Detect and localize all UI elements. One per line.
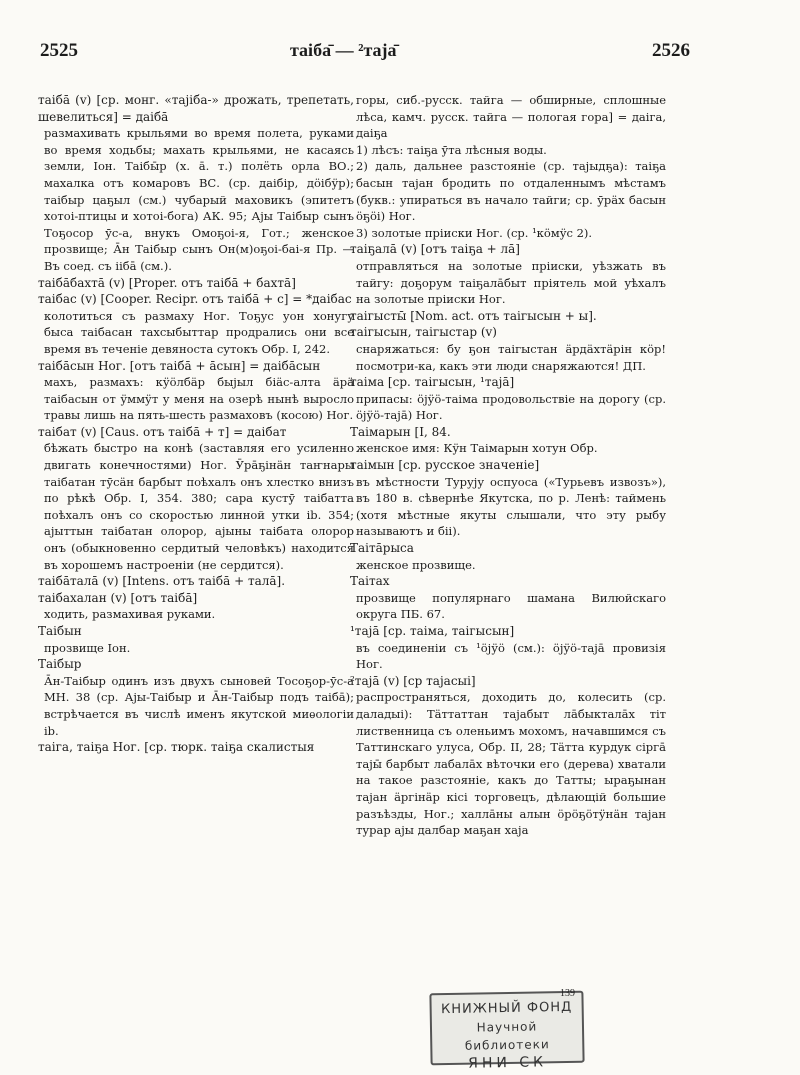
entry-definition: 1) лѣсъ: таіҕа ӯта лѣсныя воды. [356, 142, 547, 157]
entry-headword: таібат (v) [Caus. отъ таіба̄ + т] = даібат [38, 424, 287, 439]
entry-definition: 2) даль, дальнее разстояніе (ср. тајыдҕа): таіҕа басын тајан бродить по отдаленнымъ мѣстамъ (букв.: упираться въ начало тайги; ср. ӯрäх басын öҕöі) Ног. [356, 159, 666, 224]
dictionary-entry [350, 623, 666, 673]
dictionary-entry [38, 573, 354, 590]
dictionary-entry [38, 358, 354, 424]
dictionary-entry [350, 225, 666, 242]
entry-headword: таіга, таіҕа Ног. [ср. тюрк. таіҕа скалистыя [38, 740, 315, 755]
entry-headword: ¹таја̄ [ср. таіма, таігысын] [350, 624, 515, 638]
dictionary-entry [350, 457, 666, 540]
dictionary-entry [38, 92, 354, 275]
entry-headword: Таіта̄рыса [350, 541, 414, 556]
entry-definition: женское прозвище. [356, 557, 476, 572]
entry-headword: ²таја̄ (v) [ср тајасыі] [350, 673, 476, 688]
entry-headword: таіба̄сын Ног. [отъ таіба̄ + а̄сын] = даіба̄сын [38, 358, 321, 373]
entry-definition: горы, сиб.-русск. тайга — обширные, сплошные лѣса, камч. русск. тайга — пологая гора] = даіга, даіҕа [356, 93, 666, 141]
dictionary-entry [350, 374, 666, 424]
library-stamp [429, 991, 584, 1072]
entry-definition: колотиться съ размаху Ног. Тоҕус уон хонугу быса таібасан тахсыбыттар продрались они все время въ теченіе девяноста сутокъ Обр. I, 242. [44, 308, 354, 356]
entry-definition: махъ, размахъ: кӱöлбäр быјыл біäс-алта äрä таібасын от ӱммӱт у меня на озерѣ нынѣ выросло травы лишь на пять-шесть размаховъ (косою) Ног. [44, 375, 354, 423]
entry-headword: таіба̄ (v) [ср. монг. «тајіба-» дрожать, трепетать, шевелиться] = даіба̄ [38, 93, 354, 124]
dictionary-entry [350, 241, 666, 307]
entry-definition: ходить, размахивая руками. [44, 607, 216, 622]
left-column [38, 92, 354, 1032]
dictionary-entry [350, 158, 666, 224]
entry-definition: женское имя: Кӱн Таімарын хотун Обр. [356, 441, 598, 456]
entry-definition: бѣжать быстро на конѣ (заставляя его усиленно двигать конечностями) Ног. Ӯра̄ҕінäн таҥнары таібатан тӯсäн барбыт поѣхалъ онъ хлестко внизъ по рѣкѣ Обр. I, 354. 380; сара кустӯ таібатта поѣхалъ онъ со скоростью линной утки ib. 354; ајыттын таібатан олорор, ајыны таібата олорор онъ (обыкновенно сердитый человѣкъ) находится въ хорошемъ настроеніи (не сердится). [44, 441, 354, 572]
entry-definition: припасы: öјӱö-таіма продовольствіе на дорогу (ср. öјӱö-таја̄) Ног. [356, 391, 666, 423]
stamp-line: ЯНИ СК [468, 1054, 548, 1072]
entry-definition: А̄н-Таібыр одинъ изъ двухъ сыновей Тосоҕор-ӯс-а МН. 38 (ср. Ајы-Таібыр и А̄н-Таібыр подъ таіба̄); встрѣчается въ числѣ именъ якутской миѳологіи ib. [44, 673, 354, 738]
dictionary-entry [350, 673, 666, 839]
entry-headword: таігысын, таігыстар (v) [350, 325, 497, 340]
entry-definition: отправляться на золотые пріиски, уѣзжать въ тайгу: доҕорум таіҕала̄быт пріятель мой уѣхалъ на золотые пріиски Ног. [356, 258, 666, 307]
entry-definition: прозвище Іон. [44, 640, 131, 655]
entry-headword: таібас (v) [Cooper. Recipr. отъ таіба̄ + с] = *даібас [38, 292, 352, 307]
entry-headword: таіҕала̄ (v) [отъ таіҕа + ла̄] [350, 242, 520, 257]
dictionary-entry [38, 656, 354, 739]
dictionary-entry [350, 142, 666, 159]
entry-definition: снаряжаться: бу ҕон таігыстан äрдäхтäрін кöр! посмотри-ка, какъ эти люди снаряжаются! ДП. [356, 341, 666, 373]
entry-headword: Таімарын [I, 84. [350, 424, 451, 439]
dictionary-entry [38, 590, 354, 623]
dictionary-entry [350, 324, 666, 374]
page-header [0, 40, 800, 70]
dictionary-entry [350, 308, 666, 325]
entry-headword: таібахалан (v) [отъ таіба̄] [38, 590, 198, 605]
dictionary-entry [38, 424, 354, 573]
dictionary-entry [38, 291, 354, 357]
page-number-right: 2526 [652, 40, 690, 61]
dictionary-entry [38, 739, 354, 756]
entry-definition: 3) золотые пріиски Ног. (ср. ¹кöмӱс 2). [356, 225, 593, 240]
entry-headword: таігысты̄ [Nom. act. отъ таігысын + ы]. [350, 308, 597, 323]
entry-definition: въ соединеніи съ ¹öјӱö (см.): öјӱö-таја̄ провизія Ног. [356, 640, 666, 672]
entry-headword: Таітах [350, 574, 390, 589]
folio-mark: 139 [560, 988, 575, 999]
entry-headword: Таібыр [38, 657, 82, 672]
running-head: таіба̄ — ²таја̄ [290, 40, 397, 60]
dictionary-entry [350, 573, 666, 623]
entry-definition: въ мѣстности Турују оспуоса («Турьевъ извозъ»), въ 180 в. сѣвернѣе Якутска, по р. Ленѣ: таймень (хотя мѣстные якуты слышали, что эту рыбу называютъ и біі). [356, 474, 666, 539]
stamp-line: КНИЖНЫЙ ФОНД [440, 999, 573, 1018]
entry-definition: распространяться, доходить до, колесить (ср. даладыі): Тäттаттан тајабыт ла̄быктала̄х тіт лиственница съ оленьимъ мохомъ, начавшимся съ Таттинскаго улуса, Обр. II, 28; Тäтта курдук сірга̄ тајы̄ барбыт лабала̄х вѣточки его (дерева) хватали на такое разстояніе, какъ до Татты; ыраҕынан тајан äргінäр кісі торговецъ, дѣлающій большие разъѣзды, Ног.; халла̄ны алын öрöҕöтӱнäн тајан турар ајы далбар маҕан хаја [356, 690, 666, 838]
entry-definition: размахивать крыльями во время полета, руками во время ходьбы; махать крыльями, не касаясь земли, Іон. Таібы̄р (х. а̄. т.) полёть орла ВО.; махалка отъ комаровъ ВС. (ср. даібір, дöібӱр); таібыр цаҕыл (см.) чубарый маховикъ (эпитетъ хотоі-птицы и хотоі-бога) АК. 95; Ајы Таібыр сынъ Тоҕосор ӯс-а, внукъ Омоҕоі-я, Гот.; женское прозвище; А̄н Таібыр сынъ Он(м)оҕоі-баі-я Пр. — Въ соед. съ іібā (см.). [44, 126, 354, 273]
entry-headword: таіба̄тала̄ (v) [Intens. отъ таіба̄ + тала̄]. [38, 574, 286, 589]
dictionary-entry [38, 275, 354, 292]
dictionary-entry [350, 424, 666, 457]
stamp-line: Научной библиотеки [464, 1019, 550, 1053]
page-number-left: 2525 [40, 40, 78, 61]
entry-headword: таіма [ср. таігысын, ¹таја̄] [350, 375, 515, 390]
dictionary-entry [350, 540, 666, 573]
right-column [350, 92, 666, 1032]
dictionary-entry [350, 92, 666, 142]
dictionary-entry [38, 623, 354, 656]
entry-headword: Таібын [38, 624, 82, 638]
entry-headword: таіба̄бахта̄ (v) [Proper. отъ таіба̄ + бахта̄] [38, 275, 296, 290]
entry-headword: таімын [ср. русское значеніе] [350, 458, 540, 473]
entry-definition: прозвище популярнаго шамана Вилюйскаго округа ПБ. 67. [356, 590, 666, 622]
